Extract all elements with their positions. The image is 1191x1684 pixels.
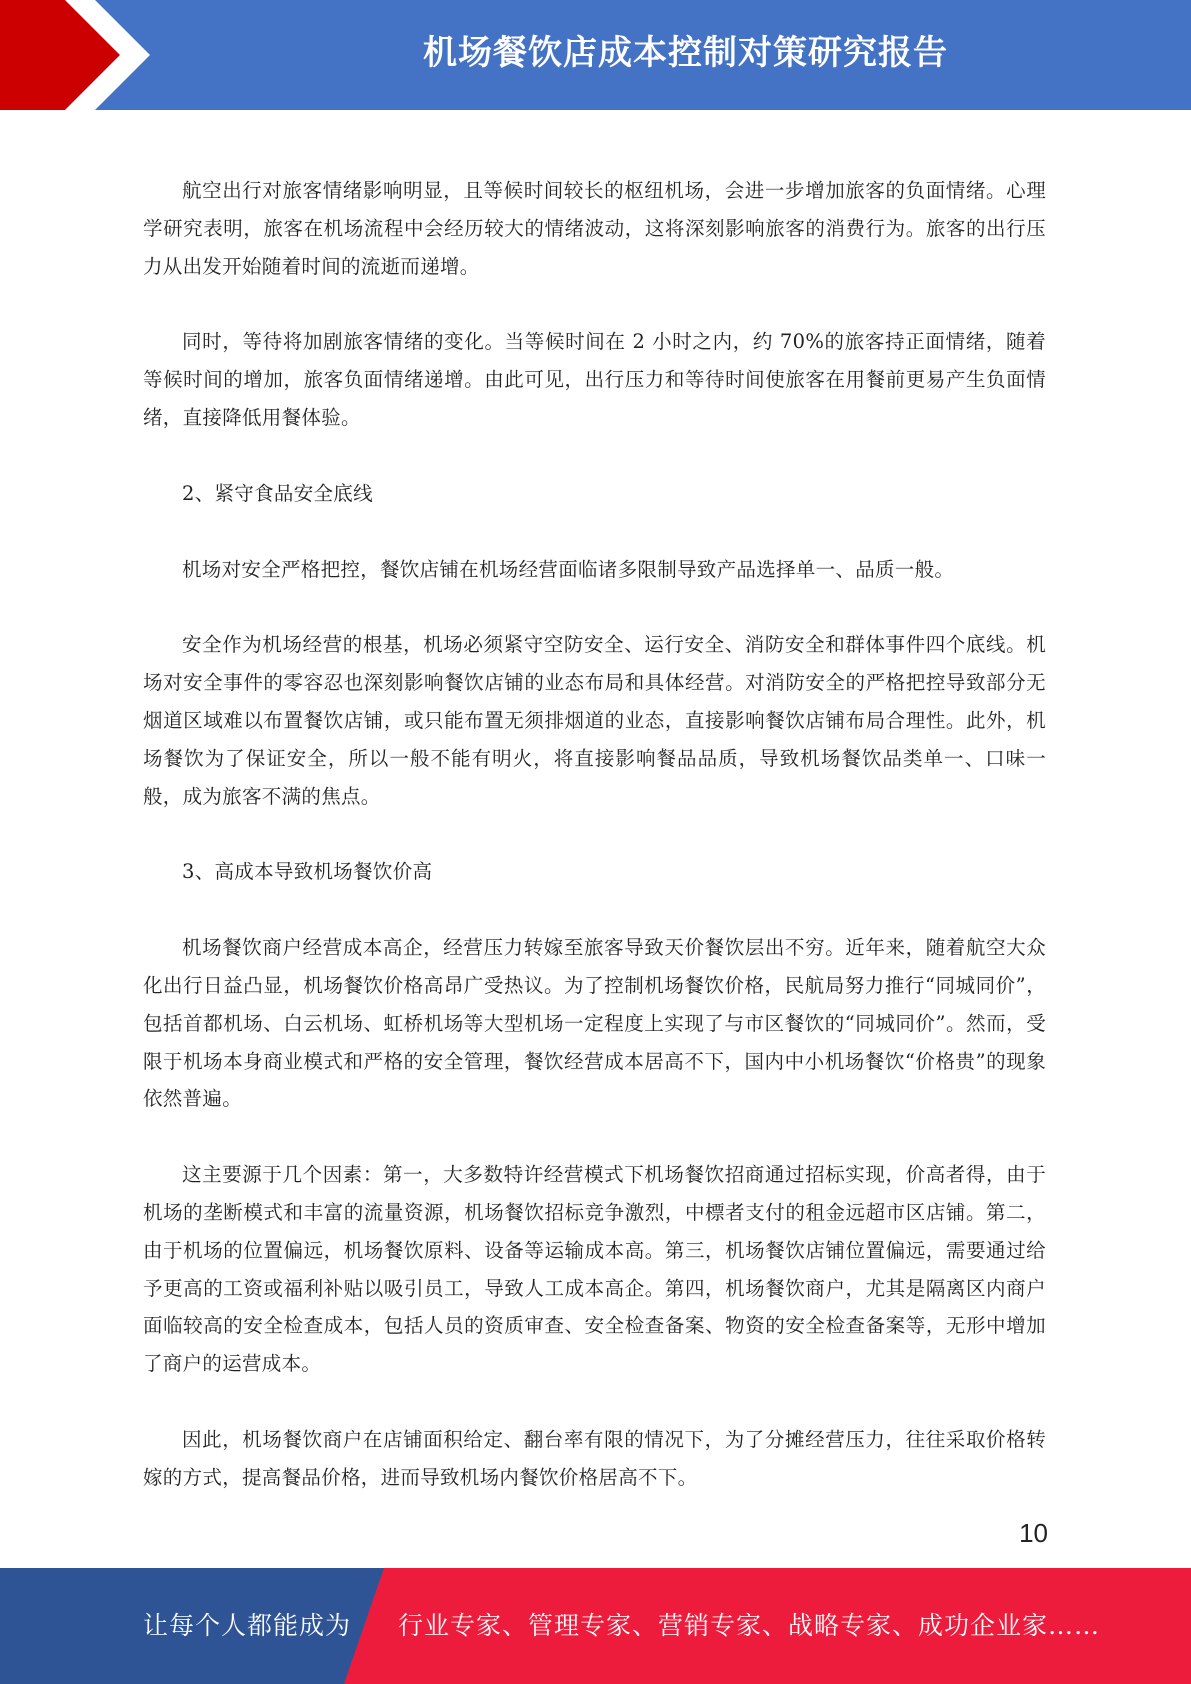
chevron-logo-icon <box>0 0 150 110</box>
report-body <box>143 172 1046 1535</box>
page-number: 10 <box>1019 1518 1048 1548</box>
footer-slogan-right: 行业专家、管理专家、营销专家、战略专家、成功企业家…… <box>398 1611 1101 1640</box>
paragraph-safety-foundation: 安全作为机场经营的根基，机场必须紧守空防安全、运行安全、消防安全和群体事件四个底线。机场对安全事件的零容忍也深刻影响餐饮店铺的业态布局和具体经营。对消防安全的严格把控导致部分无烟道区域难以布置餐饮店铺，或只能布置无须排烟道的业态，直接影响餐饮店铺布局合理性。此外，机场餐饮为了保证安全，所以一般不能有明火，将直接影响餐品品质，导致机场餐饮品类单一、口味一般，成为旅客不满的焦点。 <box>143 633 1046 808</box>
paragraph-passenger-emotion: 航空出行对旅客情绪影响明显，且等候时间较长的枢纽机场，会进一步增加旅客的负面情绪。心理学研究表明，旅客在机场流程中会经历较大的情绪波动，这将深刻影响旅客的消费行为。旅客的出行压力从出发开始随着时间的流逝而递增。 <box>143 179 1046 278</box>
paragraph-price-transfer: 因此，机场餐饮商户在店铺面积给定、翻台率有限的情况下，为了分摊经营压力，往往采取价格转嫁的方式，提高餐品价格，进而导致机场内餐饮价格居高不下。 <box>143 1427 1046 1489</box>
document-title: 机场餐饮店成本控制对策研究报告 <box>423 33 948 73</box>
paragraph-safety-control: 机场对安全严格把控，餐饮店铺在机场经营面临诸多限制导致产品选择单一、品质一般。 <box>182 557 955 581</box>
document-title-wrap <box>200 0 1171 110</box>
page-footer <box>0 1568 1191 1684</box>
section-heading-high-cost: 3、高成本导致机场餐饮价高 <box>182 860 433 884</box>
paragraph-waiting-time: 同时，等待将加剧旅客情绪的变化。当等候时间在 2 小时之内，约 70%的旅客持正面情绪，随着等候时间的增加，旅客负面情绪递增。由此可见，出行压力和等待时间使旅客在用餐前更易产生负面情绪，直接降低用餐体验。 <box>143 330 1046 429</box>
section-heading-food-safety: 2、紧守食品安全底线 <box>182 481 373 505</box>
footer-slogan-left: 让每个人都能成为 <box>143 1611 352 1640</box>
paragraph-high-operating-cost: 机场餐饮商户经营成本高企，经营压力转嫁至旅客导致天价餐饮层出不穷。近年来，随着航空大众化出行日益凸显，机场餐饮价格高昂广受热议。为了控制机场餐饮价格，民航局努力推行“同城同价”，包括首都机场、白云机场、虹桥机场等大型机场一定程度上实现了与市区餐饮的“同城同价”。然而，受限于机场本身商业模式和严格的安全管理，餐饮经营成本居高不下，国内中小机场餐饮“价格贵”的现象依然普遍。 <box>143 936 1046 1111</box>
page-header <box>0 0 1191 110</box>
paragraph-cost-factors: 这主要源于几个因素：第一，大多数特许经营模式下机场餐饮招商通过招标实现，价高者得，由于机场的垄断模式和丰富的流量资源，机场餐饮招标竞争激烈，中標者支付的租金远超市区店铺。第二，由于机场的位置偏远，机场餐饮原料、设备等运输成本高。第三，机场餐饮店铺位置偏远，需要通过给予更高的工资或福利补贴以吸引员工，导致人工成本高企。第四，机场餐饮商户，尤其是隔离区内商户面临较高的安全检查成本，包括人员的资质审查、安全检查备案、物资的安全检查备案等，无形中增加了商户的运营成本。 <box>143 1163 1046 1376</box>
